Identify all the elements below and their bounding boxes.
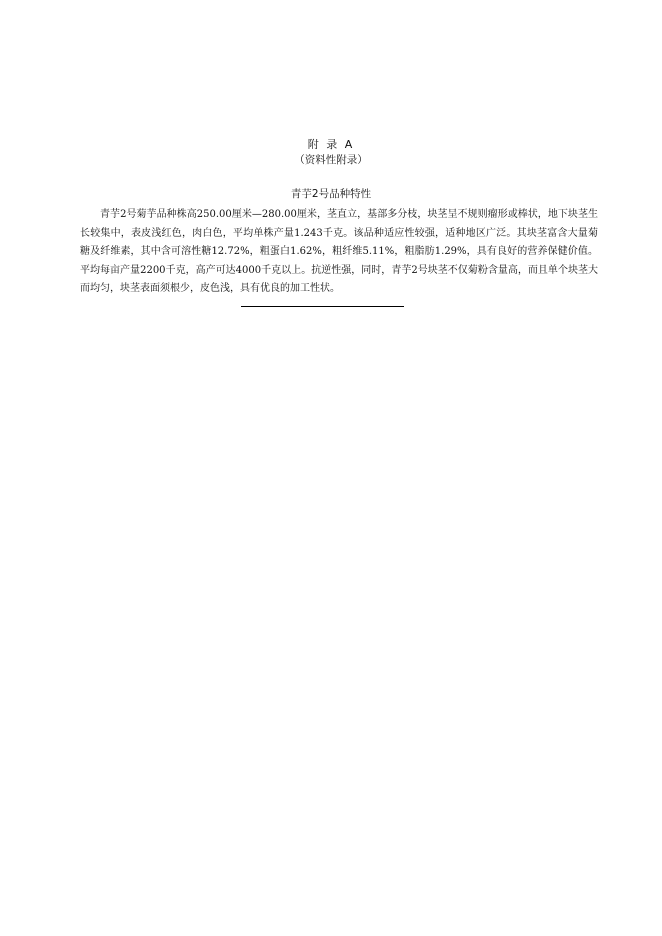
section-title: 青芋2号品种特性 <box>290 188 372 200</box>
appendix-heading: 附 录 A <box>307 138 355 151</box>
appendix-type-note: （资料性附录） <box>294 154 368 166</box>
section-body-paragraph: 青芋2号菊芋品种株高250.00厘米—280.00厘米，茎直立，基部多分枝，块茎呈不规则瘤形或棒状，地下块茎生长较集中，表皮浅红色，肉白色，平均单株产量1.243千克。该品种适应性较强，适种地区广泛。其块茎富含大量菊糖及纤维素，其中含可溶性糖12.72%，粗蛋白1.62%，粗纤维5.11%，粗脂肪1.29%，具有良好的营养保健价值。平均每亩产量2200千克，高产可达4000千克以上。抗逆性强，同时，青芋2号块茎不仅菊粉含量高，而且单个块茎大而均匀，块茎表面须根少，皮色浅，具有优良的加工性状。 <box>80 209 598 294</box>
end-of-document-rule <box>241 306 404 307</box>
